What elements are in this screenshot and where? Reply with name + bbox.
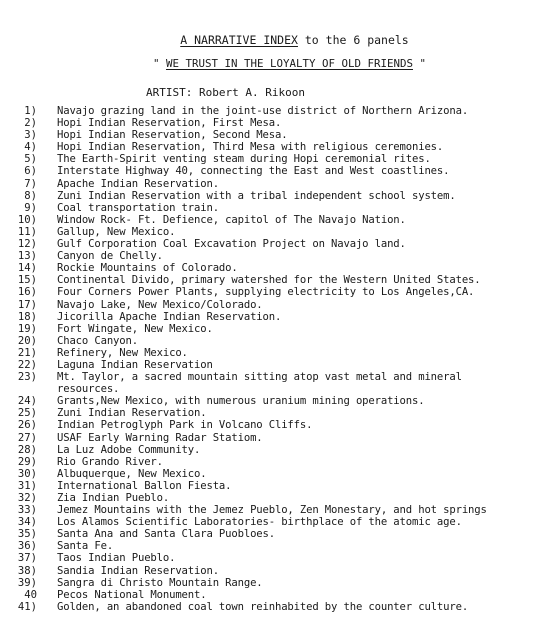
list-item [0,552,557,564]
list-item [0,214,557,226]
list-item [0,202,557,214]
list-item [0,589,557,601]
list-item [0,286,557,298]
list-item [0,311,557,323]
list-item [0,577,557,589]
item-number: 21) [17,346,37,359]
item-text: Chaco Canyon. [57,334,138,347]
item-number: 10) [17,213,37,226]
item-number: 40 [24,588,37,601]
item-text: Navajo Lake, New Mexico/Colorado. [57,298,263,311]
item-number: 36) [17,540,37,553]
item-text: Window Rock- Ft. Defience, capitol of The Navajo Nation. [57,213,406,226]
item-number: 41) [17,600,37,613]
list-item [0,226,557,238]
item-text: Golden, an abandoned coal town reinhabited by the counter culture. [57,600,469,613]
list-item [0,565,557,577]
list-item [0,178,557,190]
item-text: Coal transportation train. [57,201,219,214]
item-number: 4) [24,141,37,154]
motto-line [0,57,557,70]
item-number: 38) [17,564,37,577]
list-item [0,468,557,480]
list-item [0,480,557,492]
item-number: 9) [24,201,37,214]
list-item [0,432,557,444]
list-item [0,165,557,177]
list-item [0,456,557,468]
list-item [0,528,557,540]
item-number: 15) [17,274,37,287]
list-item [0,153,557,165]
list-item [0,105,557,117]
list-item [0,250,557,262]
item-number: 17) [17,298,37,311]
item-text: Sangra di Christo Mountain Range. [57,576,263,589]
list-item [0,299,557,311]
item-number: 35) [17,528,37,541]
list-item [0,323,557,335]
item-text-continuation: resources. [57,383,120,396]
item-number: 39) [17,576,37,589]
item-number: 37) [17,552,37,565]
list-item [0,262,557,274]
index-list [0,105,557,613]
item-number: 22) [17,358,37,371]
item-text: Rio Grando River. [57,455,163,468]
item-text: International Ballon Fiesta. [57,479,232,492]
item-number: 31) [17,479,37,492]
item-number: 11) [17,225,37,238]
item-text: Los Alamos Scientific Laboratories- birthplace of the atomic age. [57,516,462,529]
item-text: Fort Wingate, New Mexico. [57,322,213,335]
item-text: Navajo grazing land in the joint-use district of Northern Arizona. [57,105,469,117]
list-item [0,601,557,613]
item-number: 28) [17,443,37,456]
artist-credit: ARTIST: Robert A. Rikoon [146,86,305,99]
item-text: Jicorilla Apache Indian Reservation. [57,310,282,323]
motto-text: WE TRUST IN THE LOYALTY OF OLD FRIENDS [165,57,413,70]
item-text: The Earth-Spirit venting steam during Hopi ceremonial rites. [57,153,431,166]
item-text: Sandia Indian Reservation. [57,564,219,577]
item-number: 2) [24,117,37,130]
list-item [0,407,557,419]
item-text: Rockie Mountains of Colorado. [57,262,238,275]
item-text: USAF Early Warning Radar Statiom. [57,431,263,444]
list-item [0,190,557,202]
list-item [0,492,557,504]
item-number: 16) [17,286,37,299]
title-underlined: A NARRATIVE INDEX [180,33,298,47]
item-text: Apache Indian Reservation. [57,177,219,190]
item-number: 34) [17,516,37,529]
item-text: Hopi Indian Reservation, Second Mesa. [57,129,288,142]
item-text: Laguna Indian Reservation [57,358,213,371]
list-item [0,335,557,347]
list-item [0,359,557,371]
item-number: 8) [24,189,37,202]
item-text: Taos Indian Pueblo. [57,552,176,565]
list-item [0,274,557,286]
list-item [0,419,557,431]
item-number: 32) [17,492,37,504]
list-item [0,238,557,250]
title-rest: to the 6 panels [297,33,409,47]
item-text: Jemez Mountains with the Jemez Pueblo, Zen Monestary, and hot springs [57,504,487,517]
list-item [0,540,557,552]
item-number: 23) [17,371,37,384]
item-number: 19) [17,322,37,335]
item-number: 12) [17,238,37,251]
item-text: Mt. Taylor, a sacred mountain sitting atop vast metal and mineral [57,371,462,384]
item-text: Zuni Indian Reservation. [57,407,207,420]
item-number: 25) [17,407,37,420]
item-text: Interstate Highway 40, connecting the East and West coastlines. [57,165,450,178]
list-item [0,444,557,456]
list-item [0,516,557,528]
item-number: 7) [24,177,37,190]
list-item [0,504,557,516]
item-number: 26) [17,419,37,432]
item-text: Santa Fe. [57,540,114,553]
item-number: 33) [17,504,37,517]
item-text: Continental Divido, primary watershed for the Western United States. [57,274,481,287]
item-text: La Luz Adobe Community. [57,443,201,456]
item-number: 20) [17,334,37,347]
item-text: Four Corners Power Plants, supplying electricity to Los Angeles,CA. [57,286,475,299]
item-text: Gallup, New Mexico. [57,225,176,238]
motto-open-quote: " [152,57,166,70]
document-title [0,33,557,47]
item-number: 24) [17,395,37,408]
item-text: Refinery, New Mexico. [57,346,188,359]
list-item [0,117,557,129]
item-text: Pecos National Monument. [57,588,207,601]
item-number: 5) [24,153,37,166]
item-number: 1) [24,105,37,117]
item-number: 27) [17,431,37,444]
item-text: Albuquerque, New Mexico. [57,467,207,480]
list-item-continuation [0,383,557,395]
list-item [0,129,557,141]
item-text: Zia Indian Pueblo. [57,492,170,504]
motto-close-quote: " [413,57,427,70]
item-number: 6) [24,165,37,178]
item-number: 18) [17,310,37,323]
item-number: 14) [17,262,37,275]
list-item [0,371,557,383]
list-item [0,347,557,359]
item-text: Hopi Indian Reservation, Third Mesa with religious ceremonies. [57,141,444,154]
item-text: Zuni Indian Reservation with a tribal independent school system. [57,189,456,202]
item-text: Grants,New Mexico, with numerous uranium mining operations. [57,395,425,408]
list-item [0,395,557,407]
item-text: Canyon de Chelly. [57,250,163,263]
item-text: Indian Petroglyph Park in Volcano Cliffs. [57,419,313,432]
item-number: 30) [17,467,37,480]
item-number: 13) [17,250,37,263]
item-text: Gulf Corporation Coal Excavation Project on Navajo land. [57,238,406,251]
item-text: Santa Ana and Santa Clara Puobloes. [57,528,275,541]
item-number: 3) [24,129,37,142]
list-item [0,141,557,153]
item-text: Hopi Indian Reservation, First Mesa. [57,117,282,130]
item-number: 29) [17,455,37,468]
